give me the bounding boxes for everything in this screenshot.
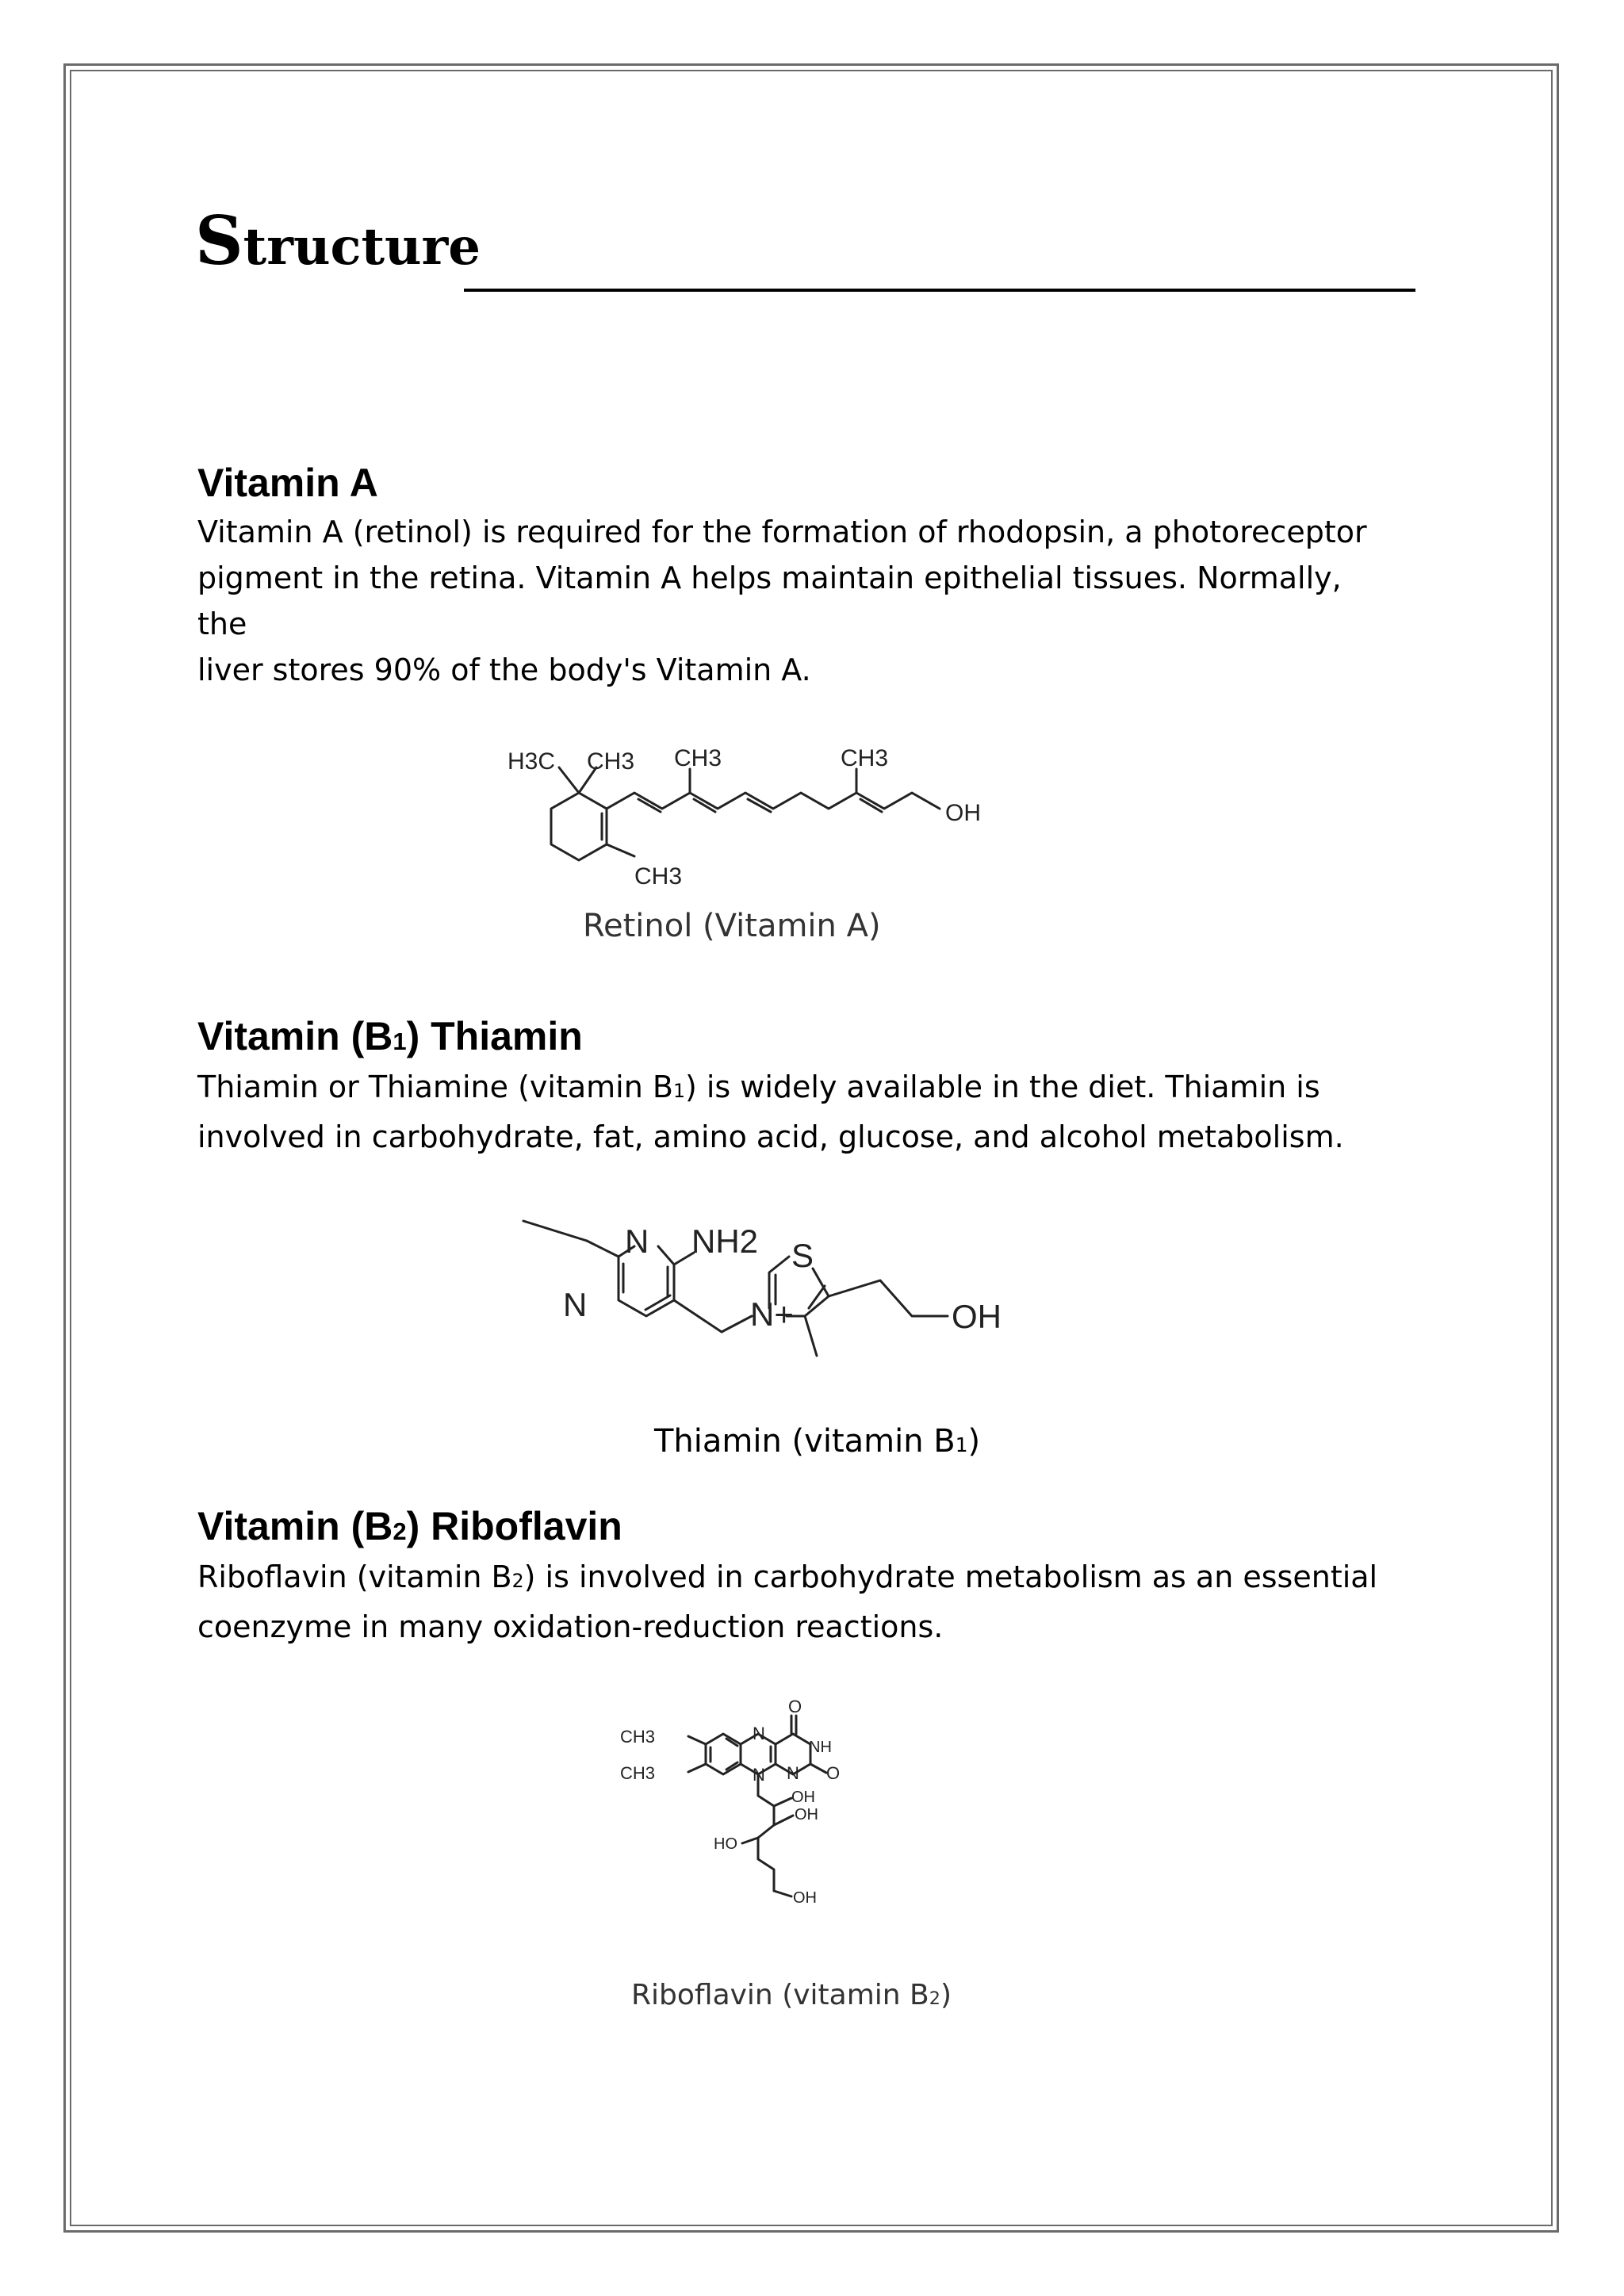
thiamin-label-oh: OH bbox=[952, 1298, 1002, 1335]
vitamin-a-description bbox=[197, 509, 1450, 693]
vitamin-b2-heading-sub: 2 bbox=[393, 1517, 407, 1545]
vitamin-b1-line-1-post: ) is widely available in the diet. Thiamin is bbox=[684, 1070, 1320, 1104]
retinol-label-ch3-ring: CH3 bbox=[634, 863, 683, 890]
vitamin-b2-heading-pre: Vitamin (B bbox=[197, 1504, 393, 1548]
vitamin-b1-heading bbox=[197, 1013, 583, 1059]
riboflavin-label-n-bottom: N bbox=[753, 1765, 765, 1785]
retinol-caption: Retinol (Vitamin A) bbox=[583, 908, 881, 944]
retinol-label-ch3-b: CH3 bbox=[674, 745, 722, 771]
retinol-structure bbox=[508, 745, 999, 904]
thiamin-label-n2: N bbox=[563, 1286, 588, 1323]
riboflavin-label-n-top: N bbox=[753, 1724, 765, 1743]
page-title bbox=[195, 201, 481, 280]
riboflavin-label-oh2: OH bbox=[795, 1806, 818, 1823]
vitamin-a-line-3: the bbox=[197, 607, 247, 641]
riboflavin-structure bbox=[619, 1697, 904, 1974]
riboflavin-caption-post: ) bbox=[940, 1979, 952, 2011]
vitamin-b1-heading-sub: 1 bbox=[393, 1027, 407, 1055]
vitamin-b2-line-1-sub: 2 bbox=[511, 1570, 524, 1592]
riboflavin-label-ho: HO bbox=[714, 1835, 737, 1853]
riboflavin-caption-sub: 2 bbox=[929, 1988, 940, 2009]
vitamin-b1-description bbox=[197, 1064, 1450, 1160]
thiamin-label-s: S bbox=[791, 1237, 814, 1274]
retinol-label-ch3-c: CH3 bbox=[841, 745, 889, 771]
thiamin-caption bbox=[654, 1423, 980, 1460]
vitamin-b1-line-2: involved in carbohydrate, fat, amino acid, glucose, and alcohol metabolism. bbox=[197, 1119, 1344, 1154]
thiamin-structure bbox=[515, 1197, 1071, 1387]
vitamin-a-line-2: pigment in the retina. Vitamin A helps maintain epithelial tissues. Normally, bbox=[197, 561, 1342, 595]
vitamin-b2-heading-post: ) Riboflavin bbox=[406, 1504, 622, 1548]
thiamin-caption-sub: 1 bbox=[955, 1433, 968, 1456]
vitamin-a-heading: Vitamin A bbox=[197, 461, 378, 505]
riboflavin-label-oh3: OH bbox=[793, 1889, 817, 1907]
vitamin-b2-line-1 bbox=[197, 1554, 1450, 1604]
thiamin-caption-post: ) bbox=[967, 1423, 981, 1460]
thiamin-caption-pre: Thiamin (vitamin B bbox=[654, 1423, 956, 1460]
retinol-label-h3c: H3C bbox=[508, 748, 556, 775]
vitamin-a-line-1: Vitamin A (retinol) is required for the formation of rhodopsin, a photoreceptor bbox=[197, 515, 1367, 549]
vitamin-b2-heading bbox=[197, 1503, 622, 1549]
vitamin-b1-line-1-sub: 1 bbox=[672, 1080, 685, 1102]
vitamin-b1-line-1 bbox=[197, 1064, 1450, 1114]
title-underline bbox=[464, 289, 1415, 292]
thiamin-label-n-plus: N+ bbox=[750, 1295, 794, 1333]
riboflavin-label-ch3-top: CH3 bbox=[620, 1727, 656, 1747]
riboflavin-caption-pre: Riboflavin (vitamin B bbox=[631, 1979, 929, 2011]
vitamin-b2-description bbox=[197, 1554, 1450, 1650]
riboflavin-caption bbox=[631, 1979, 952, 2011]
riboflavin-label-nh: NH bbox=[809, 1739, 832, 1756]
vitamin-b2-line-1-post: ) is involved in carbohydrate metabolism as an essential bbox=[523, 1559, 1378, 1594]
thiamin-label-n1: N bbox=[625, 1223, 649, 1260]
vitamin-b2-line-1-pre: Riboflavin (vitamin B bbox=[197, 1559, 512, 1594]
vitamin-b1-heading-pre: Vitamin (B bbox=[197, 1014, 393, 1058]
riboflavin-label-o-right: O bbox=[826, 1763, 841, 1783]
retinol-label-ch3-a: CH3 bbox=[587, 748, 635, 775]
vitamin-b2-line-2: coenzyme in many oxidation-reduction reactions. bbox=[197, 1609, 944, 1644]
page-title-rest: tructure bbox=[243, 217, 481, 277]
riboflavin-label-o-top: O bbox=[788, 1697, 802, 1716]
vitamin-b1-line-1-pre: Thiamin or Thiamine (vitamin B bbox=[197, 1070, 673, 1104]
vitamin-b1-heading-post: ) Thiamin bbox=[406, 1014, 583, 1058]
riboflavin-label-n-mid: N bbox=[787, 1763, 799, 1783]
thiamin-label-nh2: NH2 bbox=[691, 1223, 759, 1260]
vitamin-a-line-4: liver stores 90% of the body's Vitamin A. bbox=[197, 652, 811, 687]
riboflavin-label-oh1: OH bbox=[791, 1789, 815, 1806]
retinol-label-oh: OH bbox=[945, 800, 981, 826]
page-title-first-letter: S bbox=[195, 201, 243, 280]
riboflavin-label-ch3-bottom: CH3 bbox=[620, 1763, 656, 1783]
